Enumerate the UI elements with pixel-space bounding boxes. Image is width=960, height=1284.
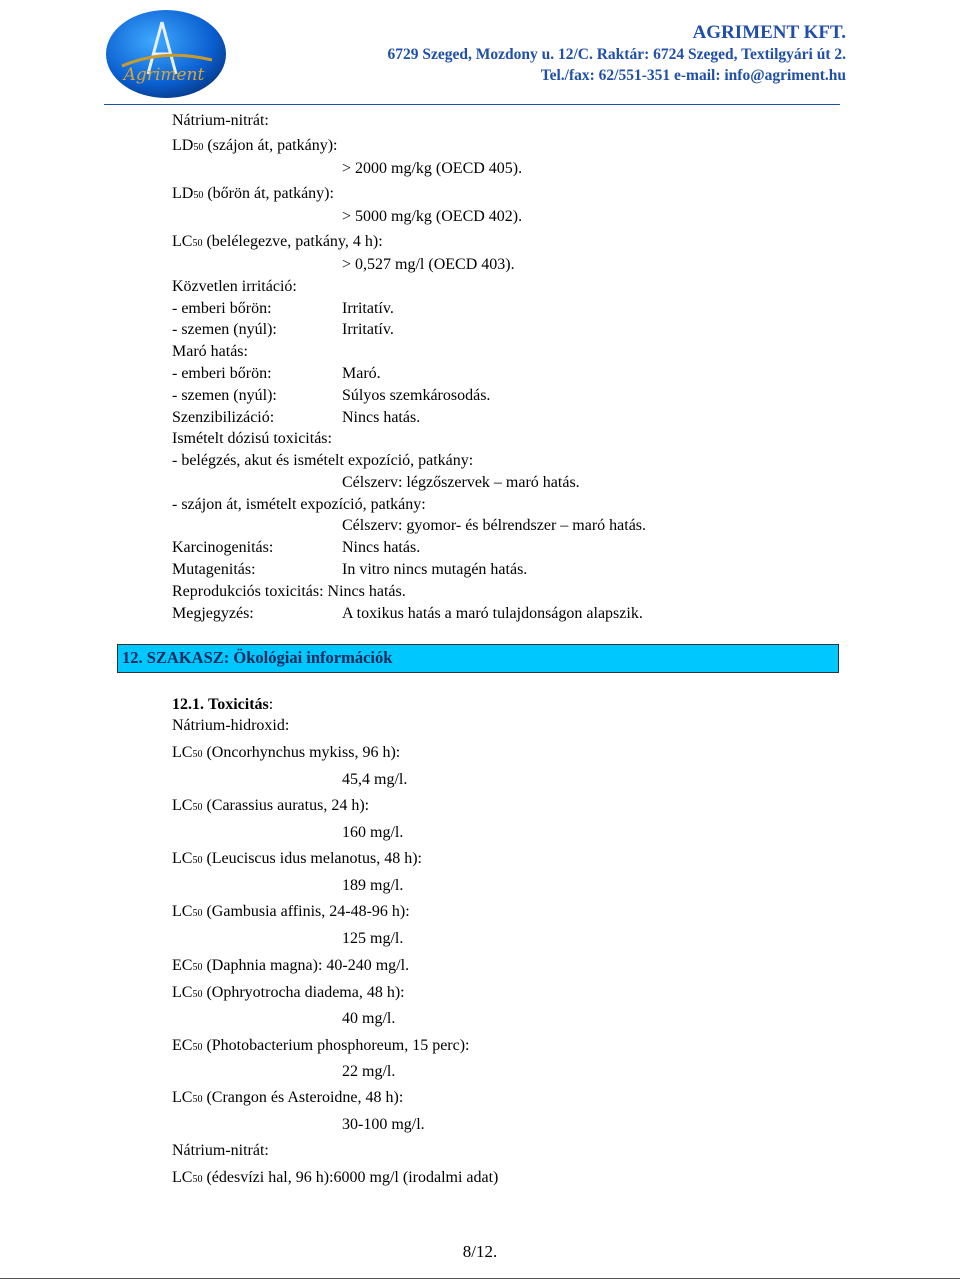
page-number: 8/12. xyxy=(462,1242,498,1261)
company-logo xyxy=(104,8,228,100)
text-line: Nátrium-nitrát: xyxy=(172,1142,269,1159)
text-line: LD50 (bőrön át, patkány): xyxy=(172,185,334,202)
list-item: LC50 (Carassius auratus, 24 h): xyxy=(172,797,370,814)
text-line: Nátrium-nitrát: xyxy=(172,112,269,129)
text-line: - szemen (nyúl): Súlyos szemkárosodás. xyxy=(172,387,491,404)
list-item: LC50 (Oncorhynchus mykiss, 96 h): xyxy=(172,744,401,761)
text-line: Ismételt dózisú toxicitás: xyxy=(172,430,332,447)
list-item: EC50 (Daphnia magna): 40-240 mg/l. xyxy=(172,957,410,974)
value-line: 22 mg/l. xyxy=(342,1063,396,1080)
text-line: LC50 (belélegezve, patkány, 4 h): xyxy=(172,233,383,250)
value-line: 30-100 mg/l. xyxy=(342,1116,425,1133)
value-line: > 5000 mg/kg (OECD 402). xyxy=(342,208,523,225)
value-line: > 2000 mg/kg (OECD 405). xyxy=(342,160,523,177)
value-line: Célszerv: gyomor- és bélrendszer – maró hatás. xyxy=(342,517,647,534)
list-item: LC50 (Leuciscus idus melanotus, 48 h): xyxy=(172,850,422,867)
value-line: 40 mg/l. xyxy=(342,1010,396,1027)
text-line: Közvetlen irritáció: xyxy=(172,278,297,295)
list-item: EC50 (Photobacterium phosphoreum, 15 perc): xyxy=(172,1037,470,1054)
text-line: LD50 (szájon át, patkány): xyxy=(172,137,338,154)
value-line: 125 mg/l. xyxy=(342,930,404,947)
text-line: - szájon át, ismételt expozíció, patkány: xyxy=(172,496,426,513)
value-line: 189 mg/l. xyxy=(342,877,404,894)
header-rule xyxy=(104,104,840,105)
value-line: > 0,527 mg/l (OECD 403). xyxy=(342,256,515,273)
value-line: 45,4 mg/l. xyxy=(342,771,408,788)
text-line: Mutagenitás: In vitro nincs mutagén hatás. xyxy=(172,561,528,578)
text-line: Megjegyzés: A toxikus hatás a maró tulajdonságon alapszik. xyxy=(172,605,643,622)
company-name: AGRIMENT KFT. xyxy=(692,22,846,43)
svg-text:Agriment: Agriment xyxy=(123,65,205,85)
text-line: Nátrium-hidroxid: xyxy=(172,717,290,734)
list-item: LC50 (Gambusia affinis, 24-48-96 h): xyxy=(172,903,410,920)
text-line: - belégzés, akut és ismételt expozíció, patkány: xyxy=(172,452,474,469)
subsection-heading: 12.1. Toxicitás: xyxy=(172,696,274,713)
text-line: Karcinogenitás: Nincs hatás. xyxy=(172,539,421,556)
value-line: Célszerv: légzőszervek – maró hatás. xyxy=(342,474,580,491)
company-address: 6729 Szeged, Mozdony u. 12/C. Raktár: 6724 Szeged, Textilgyári út 2. xyxy=(387,46,846,63)
text-line: Reprodukciós toxicitás: Nincs hatás. xyxy=(172,583,406,600)
text-line: Szenzibilizáció: Nincs hatás. xyxy=(172,409,421,426)
value-line: 160 mg/l. xyxy=(342,824,404,841)
section-12-header xyxy=(117,644,839,673)
list-item: LC50 (édesvízi hal, 96 h):6000 mg/l (irodalmi adat) xyxy=(172,1169,499,1186)
section-title: 12. SZAKASZ: Ökológiai információk xyxy=(122,648,393,667)
company-info xyxy=(387,22,846,86)
text-line: - emberi bőrön: Maró. xyxy=(172,365,381,382)
text-line: - emberi bőrön: Irritatív. xyxy=(172,300,394,317)
company-contact: Tel./fax: 62/551-351 e-mail: info@agriment.hu xyxy=(540,67,846,84)
text-line: Maró hatás: xyxy=(172,343,248,360)
list-item: LC50 (Ophryotrocha diadema, 48 h): xyxy=(172,984,405,1001)
list-item: LC50 (Crangon és Asteroidne, 48 h): xyxy=(172,1089,404,1106)
footer-rule xyxy=(0,1278,960,1279)
text-line: - szemen (nyúl): Irritatív. xyxy=(172,321,394,338)
